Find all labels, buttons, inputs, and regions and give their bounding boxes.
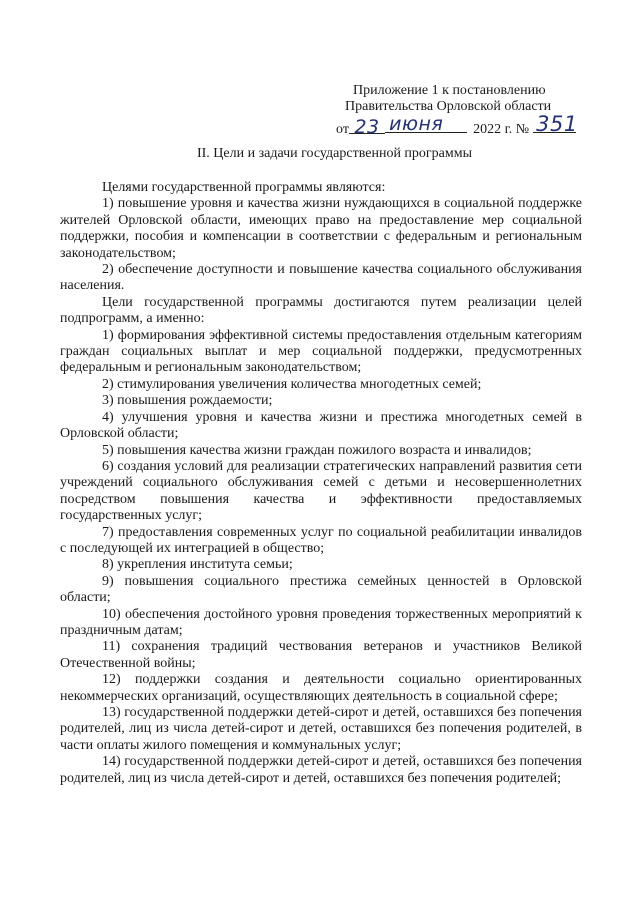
paragraph-item-4: 4) улучшения уровня и качества жизни и престижа многодетных семей в Орловской области; [60, 409, 582, 442]
document-body [60, 180, 582, 787]
handwritten-number-field [533, 112, 578, 137]
handwritten-month: июня [389, 113, 444, 136]
paragraph-item-5: 5) повышения качества жизни граждан пожилого возраста и инвалидов; [102, 442, 532, 458]
paragraph-subprograms-intro: Цели государственной программы достигаются путем реализации целей подпрограмм, а именно: [60, 294, 582, 327]
appendix-line-2: Правительства Орловской области [345, 99, 552, 115]
paragraph-intro: Целями государственной программы являются: [102, 180, 386, 195]
paragraph-goal-1: 1) повышение уровня и качества жизни нуждающихся в социальной поддержке жителей Орловской области, имеющих право на предоставление мер социальной поддержки, пособия и компенсации в соответствии с федеральным и региональным законодательством; [60, 196, 582, 261]
paragraph-item-11: 11) сохранения традиций чествования ветеранов и участников Великой Отечественной войны; [60, 639, 582, 671]
paragraph-item-1: 1) формирования эффективной системы предоставления отдельным категориям граждан социальных выплат и мер социальной поддержки, предусмотренных федеральным и региональным законодательством; [60, 327, 582, 376]
handwritten-day-field [349, 115, 385, 138]
paragraph-goal-2: 2) обеспечение доступности и повышение качества социального обслуживания населения. [60, 262, 582, 294]
paragraph-item-12: 12) поддержки создания и деятельности социально ориентированных некоммерческих организаций, осуществляющих деятельность в социальной сфере; [60, 672, 582, 704]
decree-date-row [336, 112, 578, 138]
paragraph-item-8: 8) укрепления института семьи; [102, 557, 293, 573]
appendix-line-1: Приложение 1 к постановлению [353, 83, 546, 98]
paragraph-item-7: 7) предоставления современных услуг по социальной реабилитации инвалидов с последующей их интеграцией в общество; [60, 524, 582, 556]
handwritten-month-field [385, 113, 467, 136]
paragraph-item-13: 13) государственной поддержки детей-сирот и детей, оставшихся без попечения родителей, лиц из числа детей-сирот и детей, оставшихся без попечения родителей, в части оплаты жилого помещения и коммунальных услуг; [60, 705, 582, 753]
paragraph-item-2: 2) стимулирования увеличения количества многодетных семей; [102, 376, 482, 392]
year-and-number-label: 2022 г. № [473, 121, 530, 137]
section-title: II. Цели и задачи государственной программы [196, 146, 473, 161]
handwritten-number: 351 [536, 112, 578, 137]
paragraph-item-3: 3) повышения рождаемости; [102, 393, 273, 409]
appendix-header [336, 83, 576, 138]
handwritten-day: 23 [354, 115, 380, 138]
date-prefix: от [336, 121, 349, 137]
paragraph-item-14: 14) государственной поддержки детей-сирот и детей, оставшихся без попечения родителей, лиц из числа детей-сирот и детей, оставшихся без попечения родителей; [60, 754, 582, 786]
paragraph-item-9: 9) повышения социального престижа семейных ценностей в Орловской области; [60, 573, 582, 606]
paragraph-item-10: 10) обеспечения достойного уровня проведения торжественных мероприятий к праздничным датам; [60, 606, 582, 638]
paragraph-item-6: 6) создания условий для реализации стратегических направлений развития сети учреждений социального обслуживания семей с детьми и несовершеннолетних посредством повышения качества и эффективности предоставляемых государственных услуг; [60, 458, 582, 524]
